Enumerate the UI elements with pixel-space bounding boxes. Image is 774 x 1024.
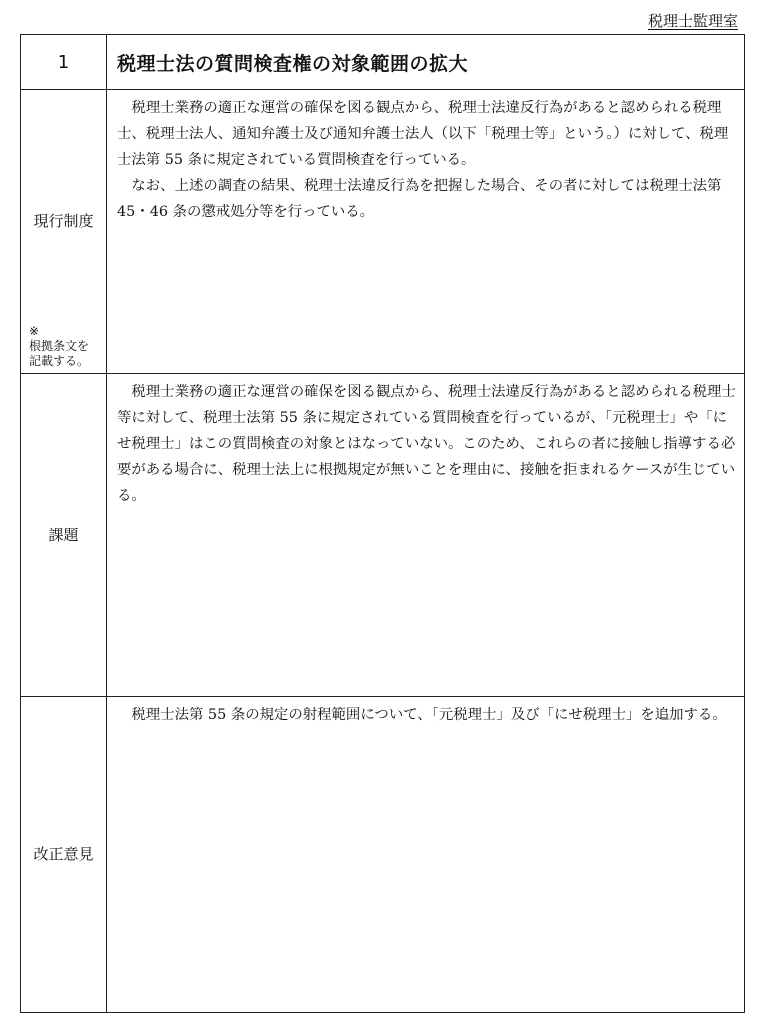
item-title: 税理士法の質問検査権の対象範囲の拡大 bbox=[107, 35, 745, 90]
department-name: 税理士監理室 bbox=[647, 12, 738, 30]
issue-label: 課題 bbox=[48, 526, 79, 544]
current-system-label: 現行制度 bbox=[33, 212, 94, 230]
proposal-label: 改正意見 bbox=[33, 845, 94, 863]
issue-paragraph-1: 税理士業務の適正な運営の確保を図る観点から、税理士法違反行為があると認められる税理士等に対して、税理士法第 55 条に規定されている質問検査を行っているが、「元税理士」や「にせ税理士」はこの質問検査の対象とはなっていない。このため、これらの者に接触し指導する必要がある場合に、税理士法上に根拠規定が無いことを理由に、接触を拒まれるケースが生じている。 bbox=[117, 384, 736, 504]
current-system-label-cell bbox=[21, 90, 107, 374]
item-number: 1 bbox=[21, 35, 107, 90]
legal-basis-note bbox=[29, 324, 89, 369]
note-line-1: 根拠条文を bbox=[29, 339, 90, 353]
proposal-paragraph-1: 税理士法第 55 条の規定の射程範囲について、「元税理士」及び「にせ税理士」を追加する。 bbox=[131, 707, 727, 723]
current-system-content bbox=[107, 90, 745, 374]
current-system-paragraph-2: なお、上述の調査の結果、税理士法違反行為を把握した場合、その者に対しては税理士法第 45・46 条の懲戒処分等を行っている。 bbox=[117, 178, 722, 220]
note-mark: ※ bbox=[29, 324, 40, 338]
issue-content bbox=[107, 374, 745, 697]
note-line-2: 記載する。 bbox=[29, 354, 90, 368]
current-system-row bbox=[21, 90, 745, 374]
proposal-label-cell bbox=[21, 697, 107, 1013]
title-row bbox=[21, 35, 745, 90]
proposal-form-table bbox=[20, 34, 745, 1013]
issue-label-cell bbox=[21, 374, 107, 697]
issue-row bbox=[21, 374, 745, 697]
proposal-content bbox=[107, 697, 745, 1013]
current-system-paragraph-1: 税理士業務の適正な運営の確保を図る観点から、税理士法違反行為があると認められる税理士、税理士法人、通知弁護士及び通知弁護士法人（以下「税理士等」という。）に対して、税理士法第 55 条に規定されている質問検査を行っている。 bbox=[117, 100, 729, 168]
proposal-row bbox=[21, 697, 745, 1013]
